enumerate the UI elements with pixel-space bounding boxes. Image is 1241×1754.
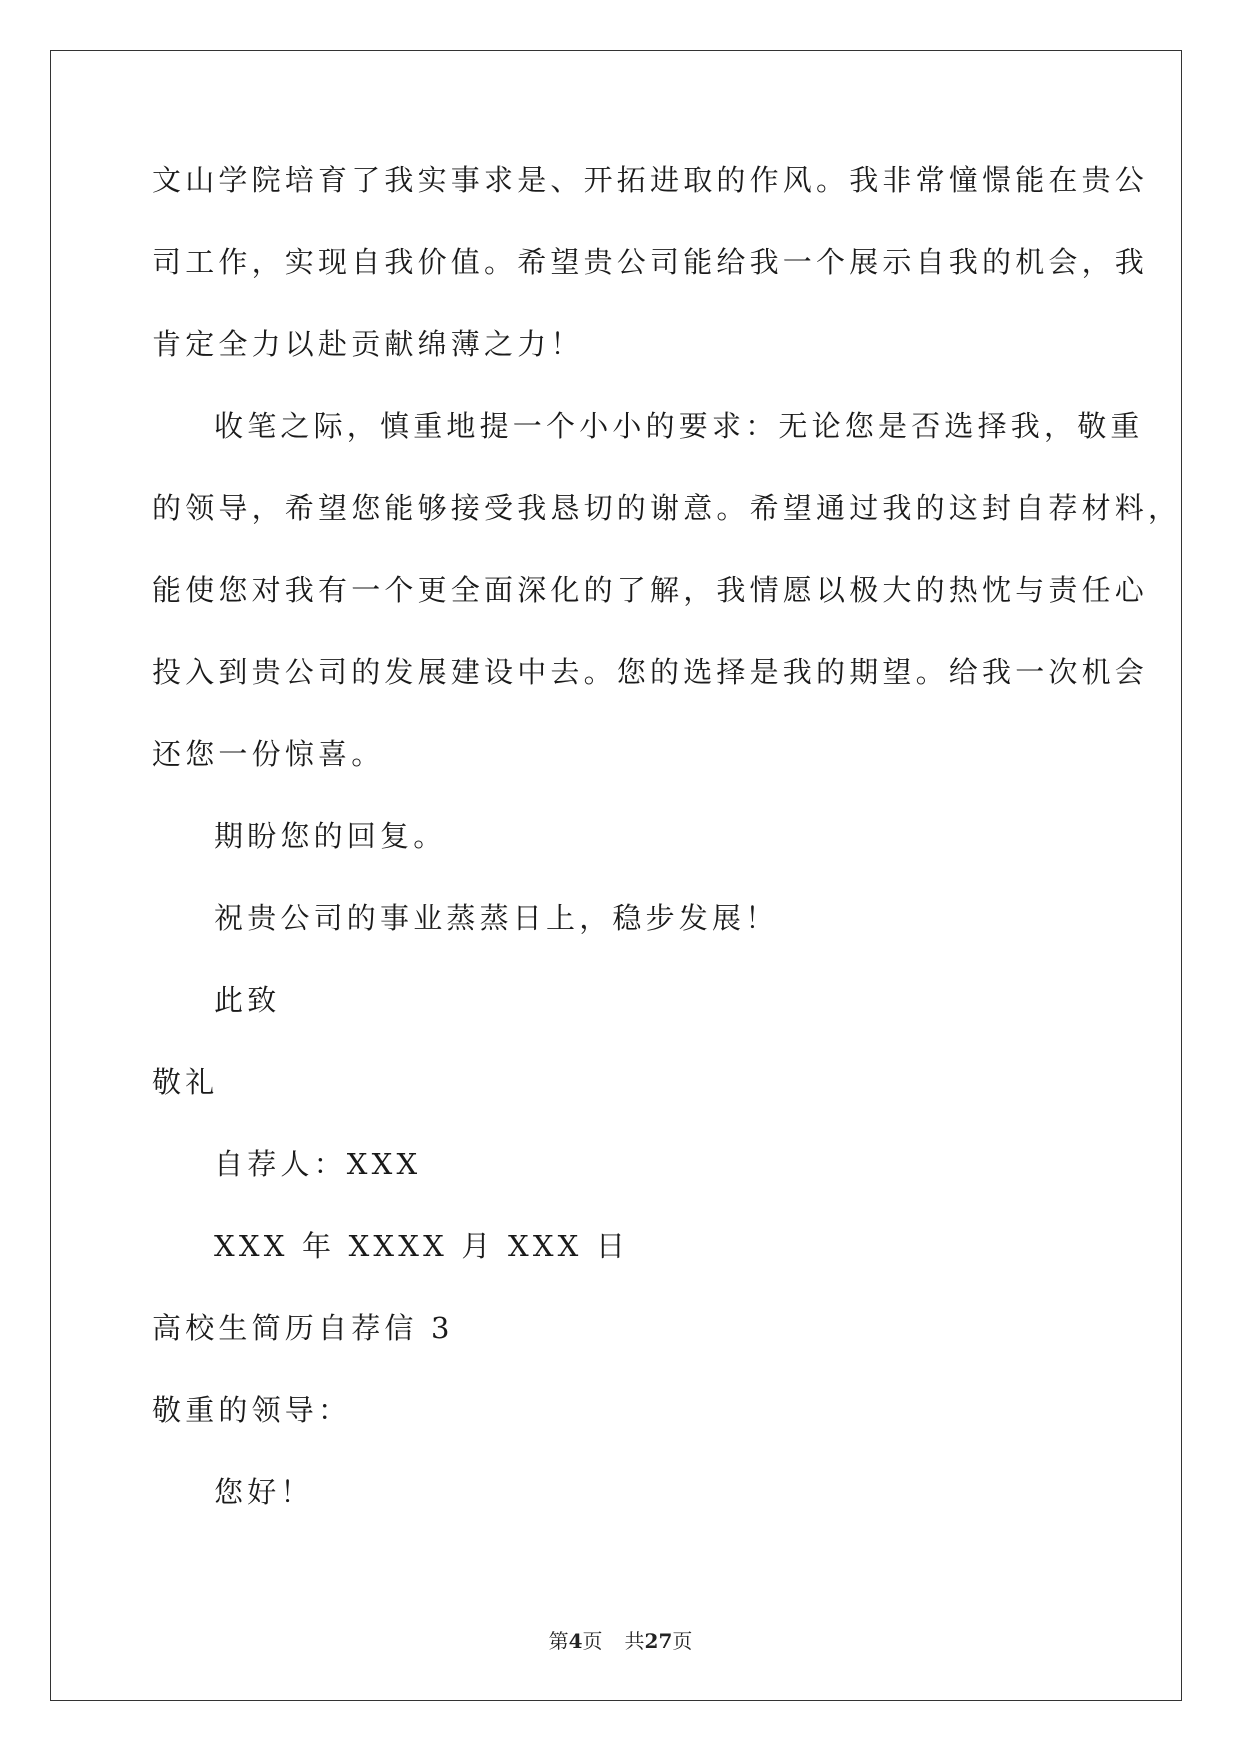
page-suffix: 页: [582, 1629, 603, 1653]
signature-line: 自荐人：XXX: [214, 1147, 422, 1181]
paragraph-line: 文山学院培育了我实事求是、开拓进取的作风。我非常憧憬能在贵公: [152, 163, 1149, 197]
page-prefix: 第: [548, 1629, 569, 1653]
total-prefix: 共: [624, 1629, 645, 1653]
section-heading: 高校生简历自荐信 3: [152, 1311, 454, 1345]
salutation-cizhi: 此致: [214, 983, 281, 1017]
salutation-jingli: 敬礼: [152, 1065, 219, 1099]
greeting-line: 敬重的领导：: [152, 1393, 352, 1427]
paragraph-line: 的领导，希望您能够接受我恳切的谢意。希望通过我的这封自荐材料，: [152, 491, 1182, 525]
paragraph-line: 还您一份惊喜。: [152, 737, 385, 771]
paragraph-line: 能使您对我有一个更全面深化的了解，我情愿以极大的热忱与责任心: [152, 573, 1149, 607]
total-suffix: 页: [672, 1629, 693, 1653]
paragraph-line: 肯定全力以赴贡献绵薄之力！: [152, 327, 584, 361]
paragraph-line: 收笔之际，慎重地提一个小小的要求：无论您是否选择我，敬重: [214, 409, 1144, 443]
page-number: 4: [568, 1629, 583, 1653]
closing-line: 期盼您的回复。: [214, 819, 447, 853]
greeting-line: 您好！: [214, 1475, 314, 1509]
letter-body: [152, 160, 1182, 1554]
closing-line: 祝贵公司的事业蒸蒸日上，稳步发展！: [214, 901, 779, 935]
paragraph-line: 投入到贵公司的发展建设中去。您的选择是我的期望。给我一次机会: [152, 655, 1149, 689]
page-footer: [0, 1625, 1241, 1654]
date-line: XXX 年 XXXX 月 XXX 日: [214, 1229, 630, 1263]
paragraph-line: 司工作，实现自我价值。希望贵公司能给我一个展示自我的机会，我: [152, 245, 1149, 279]
total-pages: 27: [644, 1629, 673, 1653]
